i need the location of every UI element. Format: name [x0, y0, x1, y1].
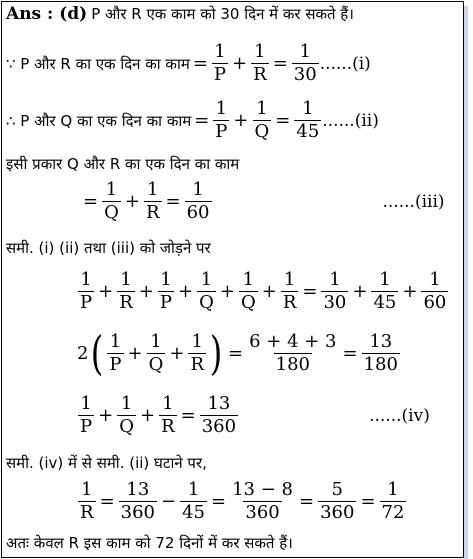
fraction: $\frac{1}{Q}$ — [240, 269, 256, 313]
fraction: $\frac{1}{R}$ — [80, 479, 94, 523]
equation-i: ∵ P और R का एक दिन का काम = $\frac{1}{P}$ + $\frac{1}{R}$ = $\frac{1}{30}$ ......(i) — [6, 41, 371, 85]
fraction: $\frac{1}{Q}$ — [104, 179, 119, 223]
equation-tag: ......(iii) — [382, 191, 445, 212]
coefficient: 2 — [77, 342, 89, 364]
equation-iv: $\frac{1}{P}$ + $\frac{1}{Q}$ + $\frac{1}{R}$ = $\frac{13}{360}$ ......(iv) — [80, 393, 430, 437]
answer-line — [6, 4, 354, 24]
fraction: $\frac{13}{360}$ — [120, 479, 156, 523]
equation-ii: ∴ P और Q का एक दिन का काम = $\frac{1}{P}$ + $\frac{1}{Q}$ = $\frac{1}{45}$ ......(ii) — [6, 98, 379, 142]
answer-statement: P और R एक काम को 30 दिन में कर सकते हैं। — [91, 5, 354, 23]
fraction: $\frac{1}{R}$ — [119, 269, 133, 313]
equation-i-prefix: ∵ P और R का एक दिन का काम — [6, 54, 190, 73]
fraction: $\frac{13}{180}$ — [363, 330, 398, 375]
fraction: $\frac{13 - 8}{360}$ — [232, 479, 293, 523]
fraction: $\frac{1}{P}$ — [80, 393, 93, 437]
equation-ii-prefix: ∴ P और Q का एक दिन का काम — [6, 111, 192, 130]
equation-iii: = $\frac{1}{Q}$ + $\frac{1}{R}$ = $\frac{1}{60}$ ......(iii) — [83, 179, 445, 223]
fraction: $\frac{1}{45}$ — [182, 479, 206, 523]
fraction: $\frac{1}{P}$ — [215, 98, 228, 142]
fraction: $\frac{1}{Q}$ — [254, 98, 270, 142]
fraction: $\frac{1}{R}$ — [282, 269, 297, 313]
simplified-equation: 2 ( $\frac{1}{P}$ + $\frac{1}{Q}$ + $\frac{1}{R}$ ) = $\frac{6 + 4 + 3}{180}$ = $\frac{13}{180}$ — [77, 326, 398, 380]
fraction: $\frac{1}{P}$ — [213, 41, 227, 85]
statement-add: समी. (i) (ii) तथा (iii) को जोड़ने पर — [6, 239, 211, 257]
fraction: $\frac{1}{R}$ — [161, 393, 175, 437]
fraction: $\frac{5}{360}$ — [320, 479, 355, 523]
fraction: $\frac{1}{Q}$ — [148, 330, 164, 375]
equation-tag: ......(i) — [319, 53, 371, 74]
fraction: $\frac{1}{60}$ — [423, 269, 447, 313]
fraction: $\frac{1}{45}$ — [373, 269, 397, 313]
fraction: $\frac{1}{72}$ — [381, 479, 405, 523]
fraction: $\frac{1}{30}$ — [323, 269, 347, 313]
conclusion: अतः केवल R इस काम को 72 दिनों में कर सकते हैं। — [6, 534, 293, 552]
fraction: $\frac{1}{P}$ — [159, 269, 172, 313]
fraction: $\frac{1}{R}$ — [253, 41, 267, 85]
fraction: $\frac{1}{Q}$ — [199, 269, 214, 313]
statement-subtract: समी. (iv) में से समी. (ii) घटाने पर, — [6, 454, 207, 472]
equation-tag: ......(ii) — [322, 110, 379, 131]
final-equation: $\frac{1}{R}$ = $\frac{13}{360}$ − $\frac{1}{45}$ = $\frac{13 - 8}{360}$ = $\frac{5}{360}$ = $\frac{1}{72}$ — [80, 479, 405, 523]
equation-tag: ......(iv) — [369, 405, 430, 426]
fraction: $\frac{1}{45}$ — [296, 98, 320, 142]
sum-equation: $\frac{1}{P}$ + $\frac{1}{R}$ + $\frac{1}{P}$ + $\frac{1}{Q}$ + $\frac{1}{Q}$ + $\frac{1}{R}$ = $\frac{1}{30}$ + $\frac{1}{45}$ + $\frac{1}{60}$ — [80, 269, 447, 313]
fraction: $\frac{1}{Q}$ — [119, 393, 134, 437]
fraction: $\frac{1}{P}$ — [80, 269, 93, 313]
fraction: $\frac{13}{360}$ — [201, 393, 237, 437]
fraction: $\frac{1}{R}$ — [145, 179, 160, 223]
answer-label: Ans : (d) — [6, 4, 88, 24]
solution-box — [1, 1, 464, 558]
fraction: $\frac{1}{R}$ — [190, 330, 205, 375]
fraction: $\frac{1}{P}$ — [109, 330, 122, 375]
fraction: $\frac{1}{60}$ — [186, 179, 210, 223]
fraction: $\frac{6 + 4 + 3}{180}$ — [249, 330, 337, 375]
fraction: $\frac{1}{30}$ — [293, 41, 317, 85]
statement-qr: इसी प्रकार Q और R का एक दिन का काम — [6, 155, 240, 173]
